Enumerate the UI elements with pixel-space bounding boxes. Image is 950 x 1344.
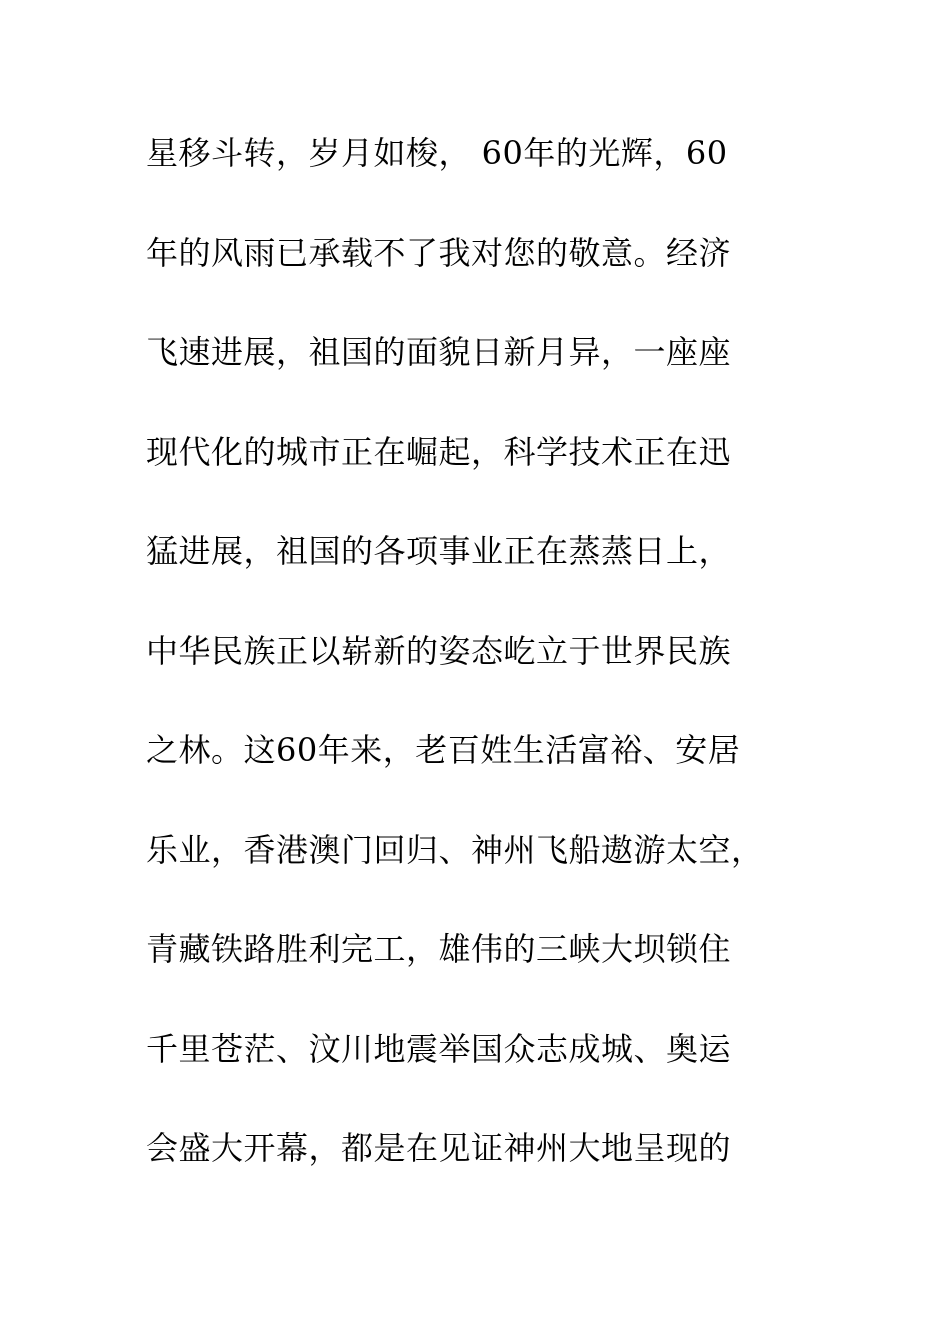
text-line: 猛进展，祖国的各项事业正在蒸蒸日上， [146,532,732,570]
text-line: 乐业，香港澳门回归、神州飞船遨游太空， [146,830,764,869]
text-line: 青藏铁路胜利完工，雄伟的三峡大坝锁住 [146,930,732,968]
text-line: 星移斗转，岁月如梭， 60年的光辉，60 [146,134,728,172]
text-line: 年的风雨已承载不了我对您的敬意。经济 [146,233,732,272]
text-line: 之林。这60年来，老百姓生活富裕、安居 [146,731,741,769]
text-line: 中华民族正以崭新的姿态屹立于世界民族 [146,631,732,670]
text-line: 千里苍茫、汶川地震举国众志成城、奥运 [146,1029,732,1068]
text-line: 飞速进展，祖国的面貌日新月异，一座座 [146,333,732,371]
text-line: 现代化的城市正在崛起，科学技术正在迅 [146,432,732,471]
body-paragraph [146,128,846,1223]
text-line: 会盛大开幕，都是在见证神州大地呈现的 [146,1129,732,1167]
